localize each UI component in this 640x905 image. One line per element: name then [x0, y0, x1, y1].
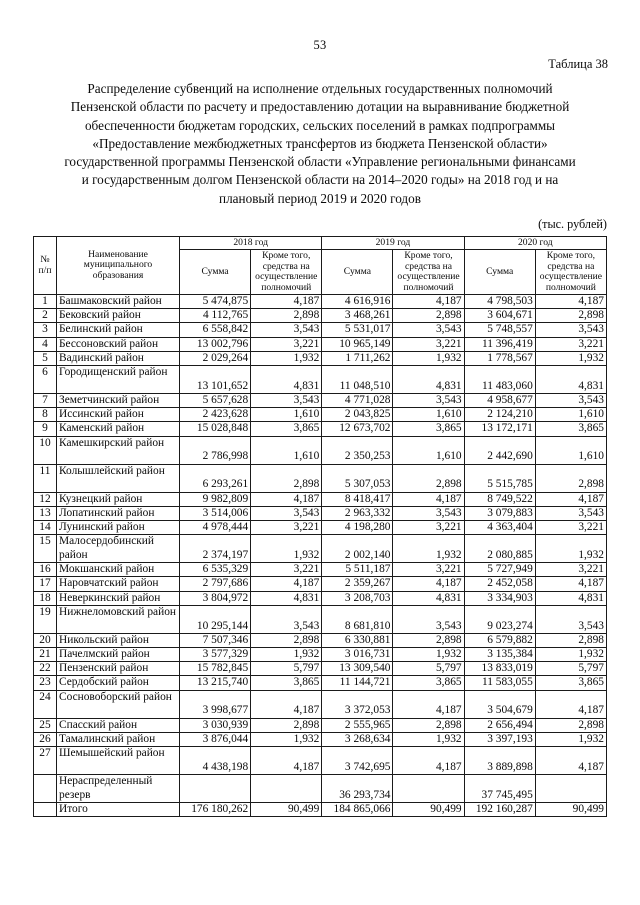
cell-name: Бековский район [57, 309, 180, 323]
cell-no: 11 [34, 464, 57, 492]
cell-no: 22 [34, 662, 57, 676]
cell-sum-2019: 36 293,734 [322, 775, 393, 803]
cell-extra-2019: 3,543 [393, 506, 464, 520]
cell-sum-2018: 2 423,628 [180, 408, 251, 422]
table-row [34, 676, 607, 690]
cell-no: 8 [34, 408, 57, 422]
cell-sum-2019: 2 043,825 [322, 408, 393, 422]
cell-name: Городищенский район [57, 366, 180, 394]
header-year-2018: 2018 год [180, 237, 322, 250]
cell-extra-2019: 1,932 [393, 732, 464, 746]
table-row [34, 690, 607, 718]
cell-sum-2018: 7 507,346 [180, 633, 251, 647]
cell-extra-2019: 5,797 [393, 662, 464, 676]
cell-sum-2018: 3 514,006 [180, 506, 251, 520]
cell-extra-2018: 2,898 [251, 309, 322, 323]
cell-sum-2020: 8 749,522 [464, 492, 535, 506]
cell-extra-2019: 4,187 [393, 295, 464, 309]
cell-no: 1 [34, 295, 57, 309]
cell-sum-2019: 3 268,634 [322, 732, 393, 746]
cell-extra-2020: 3,543 [535, 506, 606, 520]
cell-sum-2020: 13 833,019 [464, 662, 535, 676]
cell-no: 3 [34, 323, 57, 337]
header-name-line1: Наименование [88, 248, 148, 260]
cell-name: Бессоновский район [57, 337, 180, 351]
cell-extra-2020: 3,543 [535, 394, 606, 408]
cell-sum-2019: 3 208,703 [322, 591, 393, 605]
cell-extra-2019: 90,499 [393, 803, 464, 817]
cell-extra-2018: 4,187 [251, 747, 322, 775]
cell-extra-2018: 3,543 [251, 323, 322, 337]
cell-extra-2018: 1,932 [251, 648, 322, 662]
cell-sum-2020: 13 172,171 [464, 422, 535, 436]
cell-sum-2018: 13 002,796 [180, 337, 251, 351]
cell-extra-2019: 1,932 [393, 351, 464, 365]
cell-extra-2019: 2,898 [393, 464, 464, 492]
cell-sum-2020: 3 397,193 [464, 732, 535, 746]
cell-sum-2018: 3 804,972 [180, 591, 251, 605]
cell-extra-2020: 1,932 [535, 732, 606, 746]
cell-sum-2018: 6 535,329 [180, 563, 251, 577]
table-row [34, 323, 607, 337]
cell-extra-2019: 4,187 [393, 577, 464, 591]
cell-extra-2019: 3,221 [393, 563, 464, 577]
cell-sum-2018: 4 978,444 [180, 521, 251, 535]
cell-extra-2019: 1,932 [393, 648, 464, 662]
cell-extra-2020: 3,221 [535, 337, 606, 351]
cell-sum-2020: 11 483,060 [464, 366, 535, 394]
cell-sum-2018: 3 577,329 [180, 648, 251, 662]
table-row [34, 718, 607, 732]
cell-sum-2018: 10 295,144 [180, 605, 251, 633]
cell-extra-2018: 2,898 [251, 718, 322, 732]
cell-extra-2020: 3,865 [535, 422, 606, 436]
cell-sum-2020: 2 080,885 [464, 535, 535, 563]
cell-sum-2019: 2 359,267 [322, 577, 393, 591]
cell-name: Вадинский район [57, 351, 180, 365]
cell-no: 18 [34, 591, 57, 605]
cell-name: Итого [57, 803, 180, 817]
table-row [34, 436, 607, 464]
cell-extra-2018: 3,543 [251, 506, 322, 520]
cell-no: 19 [34, 605, 57, 633]
cell-extra-2020: 1,932 [535, 535, 606, 563]
cell-sum-2019: 3 016,731 [322, 648, 393, 662]
cell-extra-2018: 1,932 [251, 351, 322, 365]
cell-extra-2020: 2,898 [535, 464, 606, 492]
cell-sum-2019: 8 418,417 [322, 492, 393, 506]
cell-no [34, 775, 57, 803]
cell-extra-2018: 4,187 [251, 577, 322, 591]
table-row [34, 563, 607, 577]
cell-extra-2020: 4,831 [535, 591, 606, 605]
cell-no: 13 [34, 506, 57, 520]
cell-extra-2018: 4,187 [251, 492, 322, 506]
cell-sum-2018: 9 982,809 [180, 492, 251, 506]
cell-sum-2020: 9 023,274 [464, 605, 535, 633]
cell-sum-2019: 8 681,810 [322, 605, 393, 633]
cell-extra-2019: 2,898 [393, 633, 464, 647]
cell-sum-2019: 3 468,261 [322, 309, 393, 323]
cell-sum-2019: 3 372,053 [322, 690, 393, 718]
cell-name: Тамалинский район [57, 732, 180, 746]
table-row [34, 295, 607, 309]
cell-no: 16 [34, 563, 57, 577]
cell-sum-2019: 2 555,965 [322, 718, 393, 732]
cell-name: Башмаковский район [57, 295, 180, 309]
cell-extra-2019: 3,865 [393, 422, 464, 436]
cell-sum-2019: 11 048,510 [322, 366, 393, 394]
cell-no: 25 [34, 718, 57, 732]
table-row [34, 535, 607, 563]
cell-no: 21 [34, 648, 57, 662]
table-row [34, 605, 607, 633]
cell-sum-2020: 5 515,785 [464, 464, 535, 492]
cell-name: Земетчинский район [57, 394, 180, 408]
cell-no: 12 [34, 492, 57, 506]
cell-sum-2019: 5 307,053 [322, 464, 393, 492]
header-extra-2019-line3: осуществление [397, 271, 460, 283]
cell-extra-2020: 5,797 [535, 662, 606, 676]
cell-sum-2020: 6 579,882 [464, 633, 535, 647]
cell-extra-2019: 3,221 [393, 521, 464, 535]
cell-extra-2019: 4,831 [393, 591, 464, 605]
cell-sum-2018: 6 558,842 [180, 323, 251, 337]
cell-extra-2020: 3,543 [535, 605, 606, 633]
header-no [34, 237, 57, 295]
header-extra-2019 [393, 250, 464, 295]
cell-sum-2019: 5 531,017 [322, 323, 393, 337]
cell-extra-2018: 1,932 [251, 535, 322, 563]
cell-sum-2019: 4 616,916 [322, 295, 393, 309]
cell-extra-2018: 4,187 [251, 690, 322, 718]
cell-sum-2019: 4 198,280 [322, 521, 393, 535]
cell-extra-2019: 1,932 [393, 535, 464, 563]
table-row [34, 803, 607, 817]
cell-sum-2020: 3 889,898 [464, 747, 535, 775]
cell-sum-2020: 2 452,058 [464, 577, 535, 591]
table-row [34, 506, 607, 520]
cell-name: Никольский район [57, 633, 180, 647]
cell-name: Лопатинский район [57, 506, 180, 520]
cell-extra-2018: 1,610 [251, 436, 322, 464]
cell-sum-2020: 3 334,903 [464, 591, 535, 605]
cell-name: Колышлейский район [57, 464, 180, 492]
cell-no: 5 [34, 351, 57, 365]
cell-extra-2019: 3,543 [393, 323, 464, 337]
cell-name: Камешкирский район [57, 436, 180, 464]
cell-name: Белинский район [57, 323, 180, 337]
cell-no: 20 [34, 633, 57, 647]
cell-name: Наровчатский район [57, 577, 180, 591]
cell-sum-2018: 2 797,686 [180, 577, 251, 591]
cell-name: Каменский район [57, 422, 180, 436]
cell-extra-2020: 1,932 [535, 648, 606, 662]
subventions-table [33, 236, 607, 817]
table-body [34, 295, 607, 817]
cell-extra-2020: 3,865 [535, 676, 606, 690]
header-extra-2020-line4: полномочий [545, 281, 596, 293]
cell-sum-2018: 13 215,740 [180, 676, 251, 690]
cell-extra-2020: 2,898 [535, 633, 606, 647]
cell-name: Сердобский район [57, 676, 180, 690]
header-extra-2020 [535, 250, 606, 295]
cell-extra-2018: 3,221 [251, 521, 322, 535]
cell-sum-2018: 15 782,845 [180, 662, 251, 676]
cell-sum-2018: 3 030,939 [180, 718, 251, 732]
header-extra-2019-line1: Кроме того, [404, 250, 453, 262]
cell-no: 26 [34, 732, 57, 746]
cell-no: 6 [34, 366, 57, 394]
cell-sum-2018: 13 101,652 [180, 366, 251, 394]
table-row [34, 351, 607, 365]
cell-extra-2018: 3,543 [251, 605, 322, 633]
cell-extra-2019: 2,898 [393, 309, 464, 323]
cell-sum-2019: 184 865,066 [322, 803, 393, 817]
header-extra-2018-line1: Кроме того, [262, 250, 311, 262]
cell-name: Шемышейский район [57, 747, 180, 775]
cell-sum-2019: 1 711,262 [322, 351, 393, 365]
cell-sum-2020: 2 124,210 [464, 408, 535, 422]
cell-sum-2020: 11 583,055 [464, 676, 535, 690]
table-row [34, 309, 607, 323]
cell-sum-2020: 2 442,690 [464, 436, 535, 464]
header-extra-2020-line3: осуществление [539, 271, 603, 283]
units-note: (тыс. рублей) [538, 217, 607, 231]
cell-extra-2020: 1,610 [535, 408, 606, 422]
cell-sum-2020: 4 798,503 [464, 295, 535, 309]
cell-sum-2020: 11 396,419 [464, 337, 535, 351]
cell-no: 10 [34, 436, 57, 464]
cell-sum-2018: 176 180,262 [180, 803, 251, 817]
cell-no: 17 [34, 577, 57, 591]
cell-extra-2019: 3,543 [393, 605, 464, 633]
cell-sum-2018: 4 438,198 [180, 747, 251, 775]
table-row [34, 591, 607, 605]
cell-extra-2018: 3,221 [251, 337, 322, 351]
cell-sum-2020: 37 745,495 [464, 775, 535, 803]
header-extra-2019-line2: средства на [405, 260, 453, 272]
cell-extra-2018: 4,831 [251, 366, 322, 394]
cell-name: Сосновоборский район [57, 690, 180, 718]
cell-sum-2018: 15 028,848 [180, 422, 251, 436]
cell-name: Иссинский район [57, 408, 180, 422]
header-extra-2018-line4: полномочий [261, 281, 312, 293]
cell-extra-2018: 3,221 [251, 563, 322, 577]
cell-extra-2018: 90,499 [251, 803, 322, 817]
cell-name: Пензенский район [57, 662, 180, 676]
cell-sum-2018: 2 029,264 [180, 351, 251, 365]
cell-sum-2020: 3 604,671 [464, 309, 535, 323]
cell-extra-2020: 2,898 [535, 718, 606, 732]
cell-no: 24 [34, 690, 57, 718]
cell-no: 27 [34, 747, 57, 775]
cell-name: Лунинский район [57, 521, 180, 535]
header-no-line2: п/п [38, 264, 52, 276]
header-extra-2018-line3: осуществление [255, 271, 318, 283]
cell-extra-2018: 5,797 [251, 662, 322, 676]
cell-extra-2019: 4,187 [393, 492, 464, 506]
header-name [57, 237, 180, 295]
cell-extra-2018: 4,187 [251, 295, 322, 309]
cell-extra-2018: 2,898 [251, 633, 322, 647]
cell-extra-2018: 1,610 [251, 408, 322, 422]
cell-sum-2018: 4 112,765 [180, 309, 251, 323]
cell-name: Спасский район [57, 718, 180, 732]
cell-extra-2019: 3,865 [393, 676, 464, 690]
table-row [34, 408, 607, 422]
header-sum-2018: Сумма [180, 250, 251, 295]
header-no-line1: № [40, 254, 50, 266]
cell-extra-2019: 1,610 [393, 408, 464, 422]
cell-extra-2018: 4,831 [251, 591, 322, 605]
table-caption-label: Таблица 38 [548, 57, 608, 71]
page-number: 53 [313, 38, 327, 52]
cell-extra-2020: 4,187 [535, 577, 606, 591]
cell-sum-2019: 6 330,881 [322, 633, 393, 647]
cell-extra-2018: 2,898 [251, 464, 322, 492]
table-row [34, 464, 607, 492]
header-extra-2018 [251, 250, 322, 295]
cell-name: Мокшанский район [57, 563, 180, 577]
table-header [34, 237, 607, 295]
table-row [34, 648, 607, 662]
cell-extra-2020: 1,610 [535, 436, 606, 464]
cell-sum-2019: 10 965,149 [322, 337, 393, 351]
header-extra-2019-line4: полномочий [403, 281, 454, 293]
cell-no: 7 [34, 394, 57, 408]
cell-sum-2020: 3 135,384 [464, 648, 535, 662]
cell-extra-2018: 3,865 [251, 676, 322, 690]
cell-sum-2019: 4 771,028 [322, 394, 393, 408]
cell-extra-2020: 3,221 [535, 563, 606, 577]
table-row [34, 747, 607, 775]
header-sum-2019: Сумма [322, 250, 393, 295]
cell-extra-2018 [251, 775, 322, 803]
cell-extra-2020: 2,898 [535, 309, 606, 323]
table-row [34, 521, 607, 535]
header-year-2020: 2020 год [464, 237, 606, 250]
cell-extra-2020: 4,831 [535, 366, 606, 394]
cell-sum-2018: 6 293,261 [180, 464, 251, 492]
cell-sum-2020: 4 958,677 [464, 394, 535, 408]
cell-sum-2020: 5 727,949 [464, 563, 535, 577]
table-row [34, 422, 607, 436]
page-title: Распределение субвенций на исполнение отдельных государственных полномочий Пензенской области по расчету и предоставлению дотации на выравнивание бюджетной обеспеченности бюджетам городских, сельских поселений в рамках подпрограммы «Предоставление межбюджетных трансфертов из бюджета Пензенской области» государственной программы Пензенской области «Управление региональными финансами и государственным долгом Пензенской области на 2014–2020 годы» на 2018 год и на плановый период 2019 и 2020 годов [64, 81, 576, 206]
cell-sum-2019: 11 144,721 [322, 676, 393, 690]
header-extra-2018-line2: средства на [262, 260, 310, 272]
cell-sum-2018 [180, 775, 251, 803]
cell-extra-2019: 3,543 [393, 394, 464, 408]
cell-extra-2019: 1,610 [393, 436, 464, 464]
table-row [34, 775, 607, 803]
cell-sum-2019: 3 742,695 [322, 747, 393, 775]
cell-extra-2020: 3,221 [535, 521, 606, 535]
header-extra-2020-line2: средства на [547, 260, 595, 272]
cell-extra-2020: 4,187 [535, 690, 606, 718]
cell-name: Кузнецкий район [57, 492, 180, 506]
cell-extra-2019: 4,187 [393, 747, 464, 775]
cell-sum-2018: 3 998,677 [180, 690, 251, 718]
cell-no: 23 [34, 676, 57, 690]
cell-sum-2018: 5 474,875 [180, 295, 251, 309]
cell-extra-2019: 3,221 [393, 337, 464, 351]
cell-no [34, 803, 57, 817]
cell-sum-2020: 3 079,883 [464, 506, 535, 520]
header-name-line2: муниципального [83, 259, 153, 271]
cell-name: Неверкинский район [57, 591, 180, 605]
table-header-row-1 [34, 237, 607, 250]
cell-extra-2020: 4,187 [535, 492, 606, 506]
header-name-line3: образования [92, 269, 144, 281]
table-row [34, 662, 607, 676]
cell-sum-2019: 2 002,140 [322, 535, 393, 563]
cell-sum-2019: 13 309,540 [322, 662, 393, 676]
table-row [34, 633, 607, 647]
cell-name: Нераспределенный резерв [57, 775, 180, 803]
cell-sum-2018: 5 657,628 [180, 394, 251, 408]
cell-no: 2 [34, 309, 57, 323]
cell-extra-2019 [393, 775, 464, 803]
cell-sum-2018: 2 786,998 [180, 436, 251, 464]
cell-extra-2019: 2,898 [393, 718, 464, 732]
cell-name: Пачелмский район [57, 648, 180, 662]
cell-name: Нижнеломовский район [57, 605, 180, 633]
cell-extra-2018: 3,543 [251, 394, 322, 408]
cell-sum-2019: 2 350,253 [322, 436, 393, 464]
cell-extra-2020: 4,187 [535, 295, 606, 309]
cell-name: Малосердобинский район [57, 535, 180, 563]
cell-extra-2020: 3,543 [535, 323, 606, 337]
cell-sum-2019: 2 963,332 [322, 506, 393, 520]
cell-sum-2020: 3 504,679 [464, 690, 535, 718]
cell-sum-2020: 4 363,404 [464, 521, 535, 535]
cell-extra-2020: 90,499 [535, 803, 606, 817]
cell-no: 15 [34, 535, 57, 563]
cell-extra-2020 [535, 775, 606, 803]
cell-sum-2020: 2 656,494 [464, 718, 535, 732]
header-sum-2020: Сумма [464, 250, 535, 295]
cell-extra-2019: 4,187 [393, 690, 464, 718]
cell-no: 9 [34, 422, 57, 436]
cell-extra-2019: 4,831 [393, 366, 464, 394]
table-row [34, 394, 607, 408]
cell-extra-2018: 3,865 [251, 422, 322, 436]
table-row [34, 492, 607, 506]
cell-no: 4 [34, 337, 57, 351]
table-row [34, 337, 607, 351]
cell-no: 14 [34, 521, 57, 535]
table-row [34, 366, 607, 394]
cell-sum-2018: 3 876,044 [180, 732, 251, 746]
cell-sum-2019: 5 511,187 [322, 563, 393, 577]
cell-sum-2019: 12 673,702 [322, 422, 393, 436]
cell-sum-2020: 192 160,287 [464, 803, 535, 817]
cell-extra-2020: 1,932 [535, 351, 606, 365]
cell-extra-2018: 1,932 [251, 732, 322, 746]
table-row [34, 577, 607, 591]
cell-sum-2020: 5 748,557 [464, 323, 535, 337]
cell-sum-2018: 2 374,197 [180, 535, 251, 563]
cell-sum-2020: 1 778,567 [464, 351, 535, 365]
header-extra-2020-line1: Кроме того, [546, 250, 596, 262]
table-row [34, 732, 607, 746]
cell-extra-2020: 4,187 [535, 747, 606, 775]
header-year-2019: 2019 год [322, 237, 464, 250]
